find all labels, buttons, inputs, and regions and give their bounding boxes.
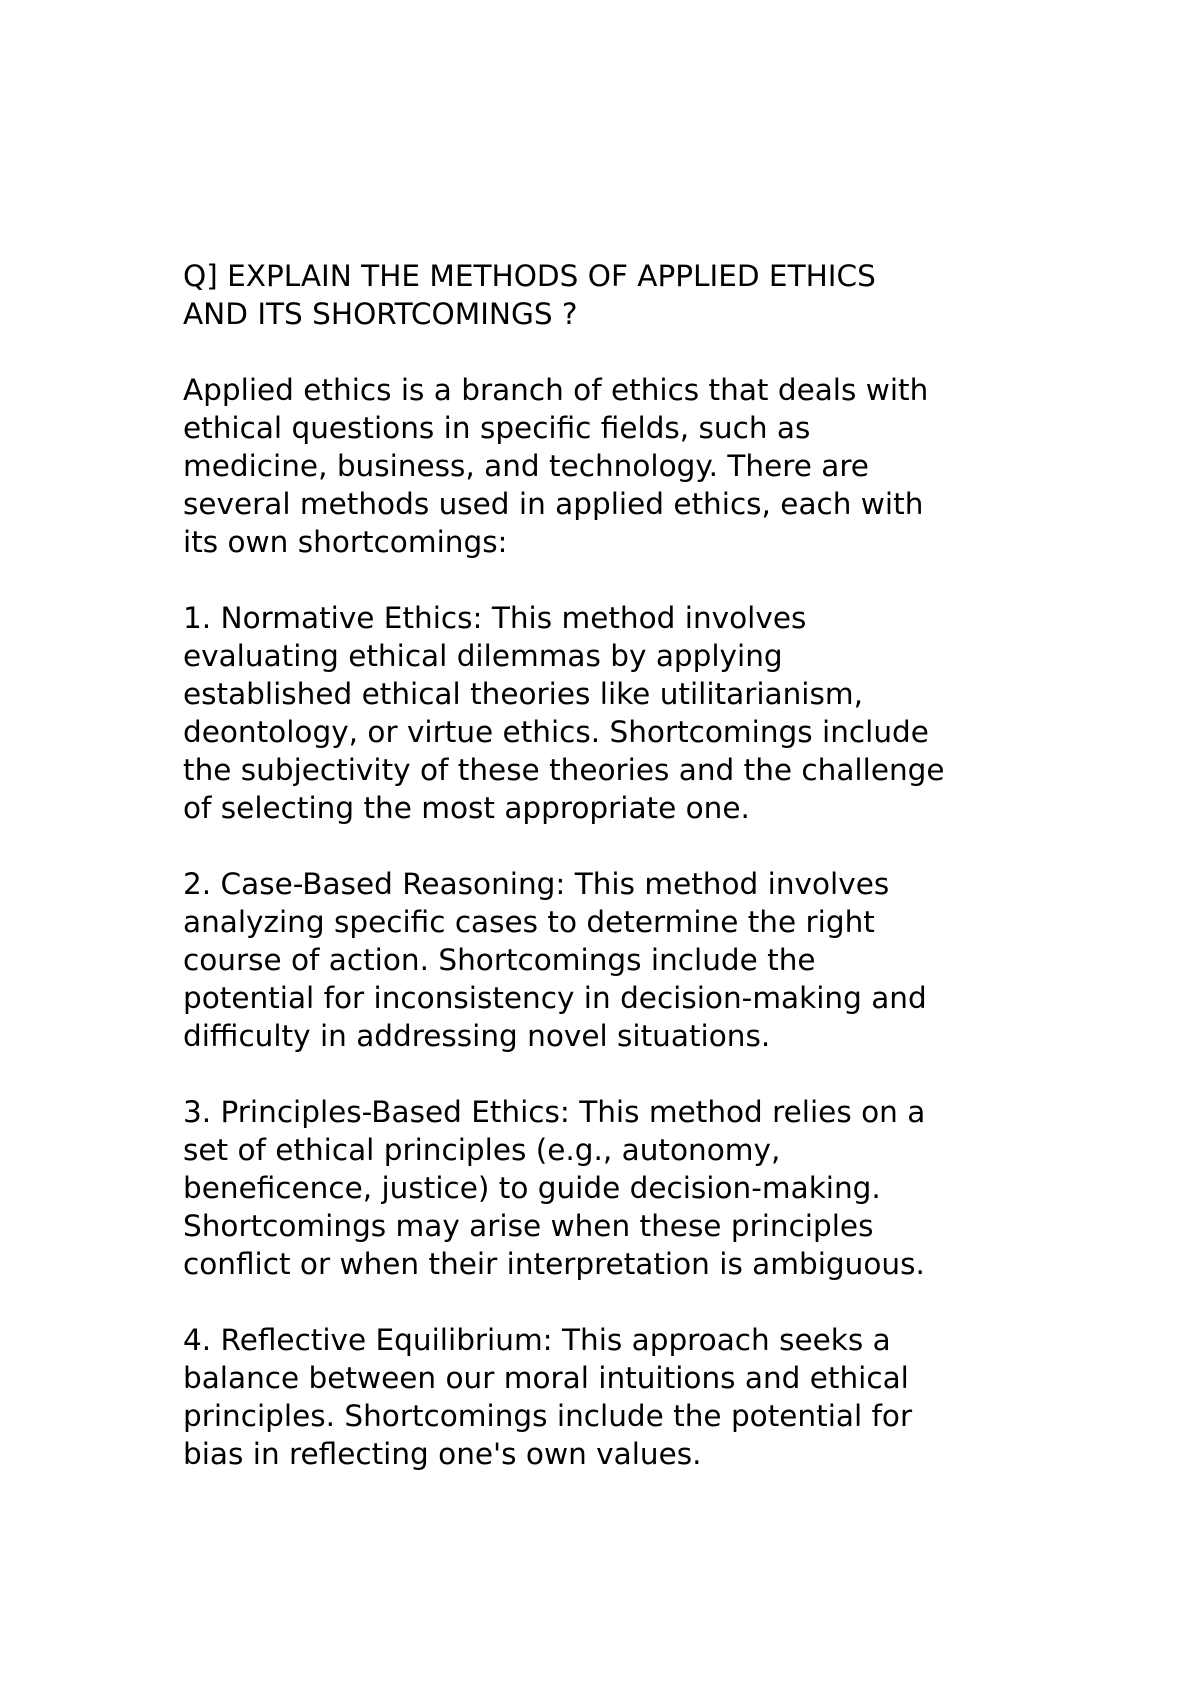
method-normative-ethics: 1. Normative Ethics: This method involves evaluating ethical dilemmas by applying established ethical theories like utilitarianism, deontology, or virtue ethics. Shortcomings include the subjectivity of these theories and the challenge of selecting the most appropriate one. — [183, 601, 945, 825]
method-case-based-reasoning: 2. Case-Based Reasoning: This method involves analyzing specific cases to determine the right course of action. Shortcomings include the potential for inconsistency in decision-making and difficulty in addressing novel situations. — [183, 867, 927, 1053]
document-body — [183, 257, 1083, 1473]
question-heading: Q] EXPLAIN THE METHODS OF APPLIED ETHICS AND ITS SHORTCOMINGS ? — [183, 259, 876, 331]
method-reflective-equilibrium: 4. Reflective Equilibrium: This approach seeks a balance between our moral intuitions and ethical principles. Shortcomings include the potential for bias in reflecting one's own values. — [183, 1323, 913, 1471]
intro-paragraph: Applied ethics is a branch of ethics that deals with ethical questions in specific fields, such as medicine, business, and technology. There are several methods used in applied ethics, each with its own shortcomings: — [183, 373, 929, 559]
method-principles-based-ethics: 3. Principles-Based Ethics: This method relies on a set of ethical principles (e.g., autonomy, beneficence, justice) to guide decision-making. Shortcomings may arise when these principles conflict or when their interpretation is ambiguous. — [183, 1095, 926, 1281]
